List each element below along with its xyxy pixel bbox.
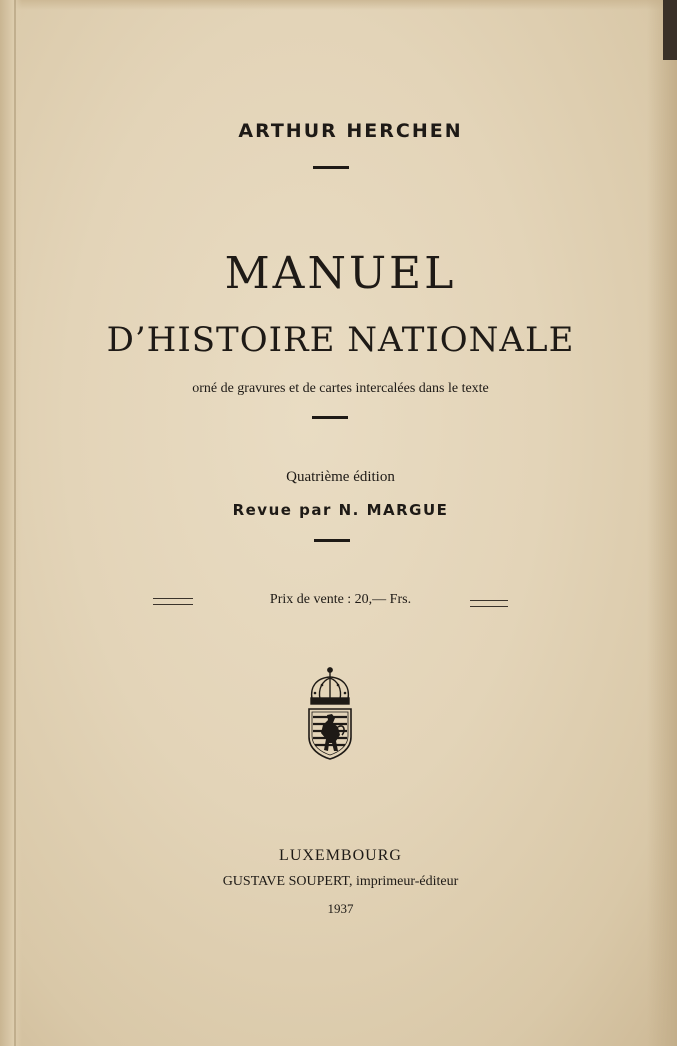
divider-rule [312,416,348,419]
divider-rule [313,166,349,169]
book-subtitle: D’HISTOIRE NATIONALE [106,320,575,360]
price-label: Prix de vente : 20,— Frs. [269,592,412,607]
reviser-credit: Revue par N. MARGUE [232,501,449,519]
top-edge-shading [0,0,677,10]
author-name: ARTHUR HERCHEN [238,120,463,142]
edition-label: Quatrième édition [286,469,395,485]
divider-rule [314,539,350,542]
corner-background [663,0,677,60]
crest-icon [302,665,358,761]
publication-year: 1937 [327,901,354,916]
publication-city: LUXEMBOURG [279,847,402,864]
publisher-name: GUSTAVE SOUPERT, imprimeur-éditeur [222,874,459,889]
price-right-ornament [470,600,508,607]
crest-icon-graphic [302,665,358,761]
book-description: orné de gravures et de cartes intercalées dans le texte [192,381,489,396]
book-title: MANUEL [224,248,457,299]
